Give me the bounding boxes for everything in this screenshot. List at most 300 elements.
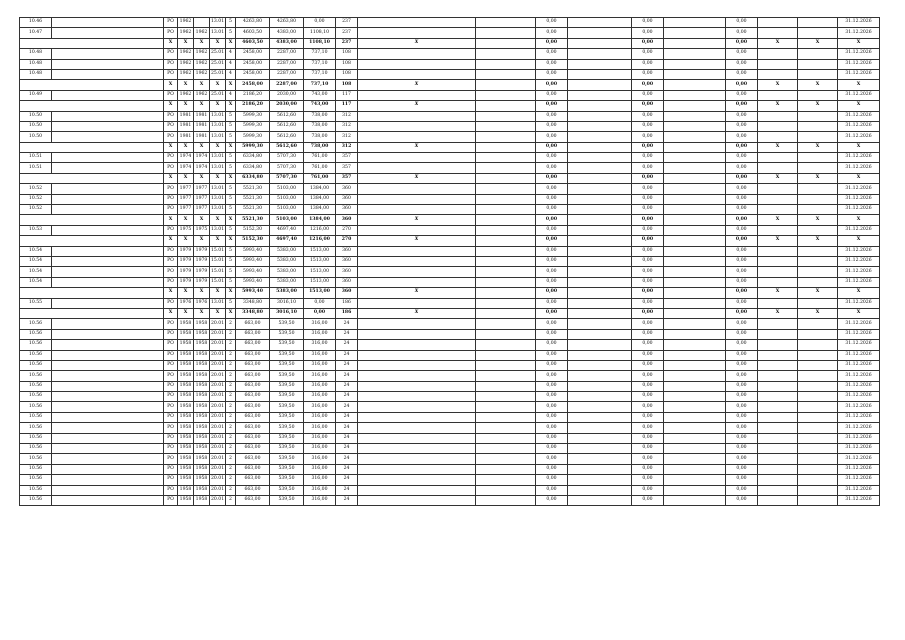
deadline-cell: 31.12.2026 xyxy=(838,485,880,495)
cost-owners-cell xyxy=(664,319,726,329)
residents-count-cell: 186 xyxy=(336,298,358,308)
table-row-total xyxy=(20,215,880,225)
floor-count-cell: X xyxy=(226,173,236,183)
floor-count-cell: 2 xyxy=(226,485,236,495)
commission-year-cell: 1976 xyxy=(194,298,210,308)
table-row xyxy=(20,246,880,256)
cost-total-cell xyxy=(476,485,536,495)
build-year-cell: 1958 xyxy=(178,350,194,360)
unit-cost-cell xyxy=(758,412,798,422)
floor-count-cell: X xyxy=(226,236,236,246)
deadline-cell: X xyxy=(838,236,880,246)
cost-total-cell xyxy=(476,194,536,204)
build-year-cell: 1962 xyxy=(178,90,194,100)
floor-count-cell: 2 xyxy=(226,433,236,443)
unit-cost-cell xyxy=(758,319,798,329)
residents-count-cell: 24 xyxy=(336,454,358,464)
nonresidential-area-cell: 316,00 xyxy=(304,433,336,443)
commission-year-cell: 1979 xyxy=(194,256,210,266)
object-type-cell: РО xyxy=(164,194,178,204)
address-cell xyxy=(52,319,164,329)
table-row xyxy=(20,402,880,412)
wall-code-cell: 13.01 xyxy=(210,205,226,215)
floor-count-cell: 5 xyxy=(226,163,236,173)
cost-other-cell: 0,00 xyxy=(726,59,758,69)
total-area-cell: 5993,40 xyxy=(236,246,270,256)
cost-local-cell: 0,00 xyxy=(632,215,664,225)
row-number: 10.54 xyxy=(20,246,52,256)
build-year-cell: 1962 xyxy=(178,49,194,59)
cost-total-cell xyxy=(476,495,536,505)
nonresidential-area-cell: 738,00 xyxy=(304,121,336,131)
work-type-cell xyxy=(358,475,476,485)
table-row xyxy=(20,69,880,79)
wall-code-cell: 20.01 xyxy=(210,392,226,402)
total-area-cell: 5993,40 xyxy=(236,256,270,266)
cost-other-cell: 0,00 xyxy=(726,246,758,256)
total-label xyxy=(20,173,164,183)
deadline-cell: 31.12.2026 xyxy=(838,402,880,412)
cost-federal-cell: 0,00 xyxy=(536,236,568,246)
residents-count-cell: 24 xyxy=(336,464,358,474)
object-type-cell: РО xyxy=(164,153,178,163)
cost-owners-cell xyxy=(664,225,726,235)
cost-total-cell xyxy=(476,350,536,360)
residents-count-cell: 24 xyxy=(336,412,358,422)
nonresidential-area-cell: 761,00 xyxy=(304,173,336,183)
cost-owners-cell xyxy=(664,381,726,391)
commission-year-cell: 1977 xyxy=(194,194,210,204)
floor-count-cell: 5 xyxy=(226,267,236,277)
cost-federal-cell: 0,00 xyxy=(536,423,568,433)
cost-local-cell: 0,00 xyxy=(632,59,664,69)
work-type-cell xyxy=(358,319,476,329)
deadline-cell: 31.12.2026 xyxy=(838,132,880,142)
cost-other-cell: 0,00 xyxy=(726,90,758,100)
work-type-cell xyxy=(358,412,476,422)
cost-total-cell xyxy=(476,69,536,79)
build-year-cell: 1958 xyxy=(178,319,194,329)
cost-local-cell: 0,00 xyxy=(632,236,664,246)
register-table xyxy=(19,17,880,506)
object-type-cell: РО xyxy=(164,444,178,454)
residents-count-cell: 360 xyxy=(336,246,358,256)
residents-count-cell: 24 xyxy=(336,485,358,495)
build-year-cell: X xyxy=(178,308,194,318)
deadline-cell: 31.12.2026 xyxy=(838,49,880,59)
wall-code-cell: X xyxy=(210,288,226,298)
cost-other-cell: 0,00 xyxy=(726,236,758,246)
address-cell xyxy=(52,381,164,391)
cost-owners-cell xyxy=(664,80,726,90)
work-type-cell xyxy=(358,111,476,121)
row-number: 10.53 xyxy=(20,225,52,235)
cost-local-cell: 0,00 xyxy=(632,371,664,381)
address-cell xyxy=(52,132,164,142)
cost-other-cell: 0,00 xyxy=(726,80,758,90)
total-area-cell: 663,00 xyxy=(236,350,270,360)
row-number: 10.56 xyxy=(20,423,52,433)
cost-total-cell xyxy=(476,371,536,381)
cost-federal-cell: 0,00 xyxy=(536,433,568,443)
residents-count-cell: 357 xyxy=(336,173,358,183)
cost-regional-cell xyxy=(568,319,632,329)
commission-year-cell: 1962 xyxy=(194,28,210,38)
cost-owners-cell xyxy=(664,111,726,121)
nonresidential-area-cell: 737,10 xyxy=(304,69,336,79)
wall-code-cell: 15.01 xyxy=(210,246,226,256)
floor-count-cell: 2 xyxy=(226,423,236,433)
deadline-cell: 31.12.2026 xyxy=(838,90,880,100)
cost-federal-cell: 0,00 xyxy=(536,163,568,173)
table-row xyxy=(20,350,880,360)
cost-total-cell xyxy=(476,121,536,131)
table-row xyxy=(20,184,880,194)
object-type-cell: РО xyxy=(164,121,178,131)
address-cell xyxy=(52,495,164,505)
cost-owners-cell xyxy=(664,184,726,194)
residents-count-cell: 360 xyxy=(336,267,358,277)
cost-owners-cell xyxy=(664,412,726,422)
total-label xyxy=(20,142,164,152)
unit-cost-cell xyxy=(758,256,798,266)
total-area-cell: 663,00 xyxy=(236,319,270,329)
table-row xyxy=(20,475,880,485)
cost-federal-cell: 0,00 xyxy=(536,246,568,256)
row-number: 10.54 xyxy=(20,277,52,287)
total-area-cell: 663,00 xyxy=(236,392,270,402)
residents-count-cell: 108 xyxy=(336,49,358,59)
deadline-cell: 31.12.2026 xyxy=(838,423,880,433)
object-type-cell: РО xyxy=(164,18,178,28)
nonresidential-area-cell: 316,00 xyxy=(304,360,336,370)
address-cell xyxy=(52,277,164,287)
cost-owners-cell xyxy=(664,205,726,215)
nonresidential-area-cell: 0,00 xyxy=(304,298,336,308)
total-label xyxy=(20,288,164,298)
unit-cost-cell xyxy=(758,184,798,194)
unit-cost-cell xyxy=(758,350,798,360)
cost-owners-cell xyxy=(664,298,726,308)
cost-federal-cell: 0,00 xyxy=(536,173,568,183)
unit-cost-cell xyxy=(758,495,798,505)
cost-local-cell: 0,00 xyxy=(632,111,664,121)
build-year-cell: X xyxy=(178,215,194,225)
nonresidential-area-cell: 1384,00 xyxy=(304,184,336,194)
cost-owners-cell xyxy=(664,454,726,464)
cost-total-cell xyxy=(476,298,536,308)
object-type-cell: РО xyxy=(164,433,178,443)
total-area-cell: 663,00 xyxy=(236,444,270,454)
object-type-cell: РО xyxy=(164,319,178,329)
table-row-total xyxy=(20,308,880,318)
table-row xyxy=(20,28,880,38)
address-cell xyxy=(52,329,164,339)
unit-cost-cell xyxy=(758,485,798,495)
cost-federal-cell: 0,00 xyxy=(536,256,568,266)
row-number: 10.56 xyxy=(20,495,52,505)
cost-total-cell xyxy=(476,18,536,28)
cost-federal-cell: 0,00 xyxy=(536,215,568,225)
limit-cost-cell xyxy=(798,340,838,350)
residents-count-cell: 24 xyxy=(336,340,358,350)
limit-cost-cell xyxy=(798,194,838,204)
floor-count-cell: 2 xyxy=(226,454,236,464)
total-area-cell: 663,00 xyxy=(236,454,270,464)
wall-code-cell: 13.01 xyxy=(210,18,226,28)
cost-local-cell: 0,00 xyxy=(632,225,664,235)
cost-owners-cell xyxy=(664,215,726,225)
nonresidential-area-cell: 316,00 xyxy=(304,350,336,360)
cost-owners-cell xyxy=(664,59,726,69)
residents-count-cell: 360 xyxy=(336,205,358,215)
object-type-cell: РО xyxy=(164,49,178,59)
floor-count-cell: 5 xyxy=(226,298,236,308)
floor-count-cell: 5 xyxy=(226,205,236,215)
cost-owners-cell xyxy=(664,90,726,100)
residents-count-cell: 270 xyxy=(336,236,358,246)
unit-cost-cell xyxy=(758,360,798,370)
total-area-cell: 663,00 xyxy=(236,329,270,339)
cost-other-cell: 0,00 xyxy=(726,18,758,28)
build-year-cell: 1962 xyxy=(178,18,194,28)
commission-year-cell: X xyxy=(194,236,210,246)
total-area-cell: 5999,30 xyxy=(236,132,270,142)
deadline-cell: 31.12.2026 xyxy=(838,267,880,277)
residents-count-cell: 270 xyxy=(336,225,358,235)
commission-year-cell: 1958 xyxy=(194,495,210,505)
unit-cost-cell xyxy=(758,277,798,287)
cost-regional-cell xyxy=(568,90,632,100)
cost-regional-cell xyxy=(568,59,632,69)
cost-federal-cell: 0,00 xyxy=(536,454,568,464)
table-row xyxy=(20,205,880,215)
unit-cost-cell xyxy=(758,340,798,350)
cost-federal-cell: 0,00 xyxy=(536,59,568,69)
cost-total-cell xyxy=(476,111,536,121)
cost-owners-cell xyxy=(664,485,726,495)
row-number: 10.56 xyxy=(20,329,52,339)
floor-count-cell: 2 xyxy=(226,402,236,412)
cost-owners-cell xyxy=(664,392,726,402)
commission-year-cell: 1975 xyxy=(194,225,210,235)
total-area-cell: 2458,00 xyxy=(236,59,270,69)
object-type-cell: РО xyxy=(164,464,178,474)
build-year-cell: 1958 xyxy=(178,475,194,485)
deadline-cell: X xyxy=(838,142,880,152)
living-area-cell: 5103,00 xyxy=(270,184,304,194)
build-year-cell: 1979 xyxy=(178,246,194,256)
floor-count-cell: 2 xyxy=(226,444,236,454)
cost-total-cell xyxy=(476,205,536,215)
row-number: 10.46 xyxy=(20,18,52,28)
total-area-cell: 5999,30 xyxy=(236,121,270,131)
residents-count-cell: 360 xyxy=(336,215,358,225)
residents-count-cell: 108 xyxy=(336,80,358,90)
build-year-cell: 1958 xyxy=(178,485,194,495)
cost-regional-cell xyxy=(568,329,632,339)
nonresidential-area-cell: 316,00 xyxy=(304,340,336,350)
cost-federal-cell: 0,00 xyxy=(536,308,568,318)
cost-regional-cell xyxy=(568,38,632,48)
work-type-cell: X xyxy=(358,215,476,225)
floor-count-cell: 5 xyxy=(226,121,236,131)
cost-regional-cell xyxy=(568,236,632,246)
wall-code-cell: 15.01 xyxy=(210,277,226,287)
wall-code-cell: 13.01 xyxy=(210,184,226,194)
build-year-cell: 1958 xyxy=(178,423,194,433)
deadline-cell: 31.12.2026 xyxy=(838,319,880,329)
work-type-cell xyxy=(358,350,476,360)
build-year-cell: 1981 xyxy=(178,111,194,121)
cost-regional-cell xyxy=(568,80,632,90)
build-year-cell: 1958 xyxy=(178,371,194,381)
cost-federal-cell: 0,00 xyxy=(536,350,568,360)
cost-other-cell: 0,00 xyxy=(726,350,758,360)
cost-federal-cell: 0,00 xyxy=(536,49,568,59)
address-cell xyxy=(52,298,164,308)
deadline-cell: 31.12.2026 xyxy=(838,153,880,163)
deadline-cell: 31.12.2026 xyxy=(838,225,880,235)
row-number: 10.54 xyxy=(20,256,52,266)
deadline-cell: 31.12.2026 xyxy=(838,277,880,287)
limit-cost-cell: X xyxy=(798,80,838,90)
commission-year-cell: 1958 xyxy=(194,350,210,360)
build-year-cell: 1979 xyxy=(178,256,194,266)
unit-cost-cell xyxy=(758,402,798,412)
address-cell xyxy=(52,340,164,350)
limit-cost-cell xyxy=(798,495,838,505)
living-area-cell: 539,50 xyxy=(270,444,304,454)
table-row xyxy=(20,132,880,142)
object-type-cell: РО xyxy=(164,402,178,412)
work-type-cell xyxy=(358,90,476,100)
unit-cost-cell xyxy=(758,371,798,381)
row-number: 10.56 xyxy=(20,319,52,329)
floor-count-cell: 2 xyxy=(226,329,236,339)
cost-federal-cell: 0,00 xyxy=(536,381,568,391)
work-type-cell xyxy=(358,485,476,495)
table-row xyxy=(20,59,880,69)
work-type-cell xyxy=(358,267,476,277)
residents-count-cell: 237 xyxy=(336,38,358,48)
work-type-cell xyxy=(358,402,476,412)
table-row xyxy=(20,433,880,443)
living-area-cell: 2030,00 xyxy=(270,90,304,100)
limit-cost-cell xyxy=(798,360,838,370)
cost-other-cell: 0,00 xyxy=(726,319,758,329)
row-number: 10.56 xyxy=(20,340,52,350)
residents-count-cell: 312 xyxy=(336,142,358,152)
cost-owners-cell xyxy=(664,329,726,339)
floor-count-cell: X xyxy=(226,38,236,48)
floor-count-cell: X xyxy=(226,215,236,225)
object-type-cell: РО xyxy=(164,392,178,402)
build-year-cell: 1958 xyxy=(178,433,194,443)
work-type-cell xyxy=(358,298,476,308)
unit-cost-cell xyxy=(758,433,798,443)
floor-count-cell: 5 xyxy=(226,111,236,121)
object-type-cell: РО xyxy=(164,28,178,38)
cost-local-cell: 0,00 xyxy=(632,184,664,194)
commission-year-cell: 1979 xyxy=(194,267,210,277)
cost-total-cell xyxy=(476,464,536,474)
cost-owners-cell xyxy=(664,236,726,246)
deadline-cell: 31.12.2026 xyxy=(838,454,880,464)
table-row xyxy=(20,360,880,370)
work-type-cell xyxy=(358,495,476,505)
commission-year-cell: 1962 xyxy=(194,90,210,100)
cost-federal-cell: 0,00 xyxy=(536,38,568,48)
commission-year-cell: 1979 xyxy=(194,246,210,256)
deadline-cell: 31.12.2026 xyxy=(838,59,880,69)
cost-total-cell xyxy=(476,59,536,69)
cost-local-cell: 0,00 xyxy=(632,246,664,256)
deadline-cell: X xyxy=(838,38,880,48)
cost-total-cell xyxy=(476,433,536,443)
cost-local-cell: 0,00 xyxy=(632,153,664,163)
commission-year-cell: 1958 xyxy=(194,340,210,350)
total-area-cell: 2458,00 xyxy=(236,49,270,59)
cost-other-cell: 0,00 xyxy=(726,277,758,287)
limit-cost-cell xyxy=(798,246,838,256)
cost-local-cell: 0,00 xyxy=(632,433,664,443)
cost-federal-cell: 0,00 xyxy=(536,153,568,163)
cost-total-cell xyxy=(476,454,536,464)
object-type-cell: РО xyxy=(164,350,178,360)
floor-count-cell: 5 xyxy=(226,153,236,163)
total-area-cell: 2186,20 xyxy=(236,90,270,100)
cost-other-cell: 0,00 xyxy=(726,433,758,443)
address-cell xyxy=(52,350,164,360)
living-area-cell: 5383,00 xyxy=(270,277,304,287)
floor-count-cell: 2 xyxy=(226,475,236,485)
build-year-cell: X xyxy=(178,80,194,90)
row-number: 10.56 xyxy=(20,444,52,454)
cost-local-cell: 0,00 xyxy=(632,256,664,266)
total-label xyxy=(20,38,164,48)
cost-regional-cell xyxy=(568,350,632,360)
limit-cost-cell xyxy=(798,277,838,287)
total-area-cell: 2458,00 xyxy=(236,80,270,90)
floor-count-cell: 4 xyxy=(226,49,236,59)
deadline-cell: 31.12.2026 xyxy=(838,433,880,443)
build-year-cell: 1962 xyxy=(178,28,194,38)
cost-federal-cell: 0,00 xyxy=(536,371,568,381)
cost-local-cell: 0,00 xyxy=(632,298,664,308)
cost-total-cell xyxy=(476,163,536,173)
object-type-cell: РО xyxy=(164,360,178,370)
deadline-cell: 31.12.2026 xyxy=(838,184,880,194)
floor-count-cell: 5 xyxy=(226,246,236,256)
deadline-cell: 31.12.2026 xyxy=(838,464,880,474)
cost-other-cell: 0,00 xyxy=(726,132,758,142)
wall-code-cell: X xyxy=(210,236,226,246)
work-type-cell: X xyxy=(358,308,476,318)
table-row-total xyxy=(20,38,880,48)
object-type-cell: X xyxy=(164,101,178,111)
living-area-cell: 539,50 xyxy=(270,454,304,464)
build-year-cell: 1981 xyxy=(178,132,194,142)
total-area-cell: 5999,30 xyxy=(236,142,270,152)
row-number: 10.56 xyxy=(20,381,52,391)
cost-other-cell: 0,00 xyxy=(726,101,758,111)
residents-count-cell: 237 xyxy=(336,18,358,28)
nonresidential-area-cell: 316,00 xyxy=(304,444,336,454)
limit-cost-cell: X xyxy=(798,38,838,48)
total-area-cell: 5521,30 xyxy=(236,205,270,215)
commission-year-cell: 1974 xyxy=(194,153,210,163)
